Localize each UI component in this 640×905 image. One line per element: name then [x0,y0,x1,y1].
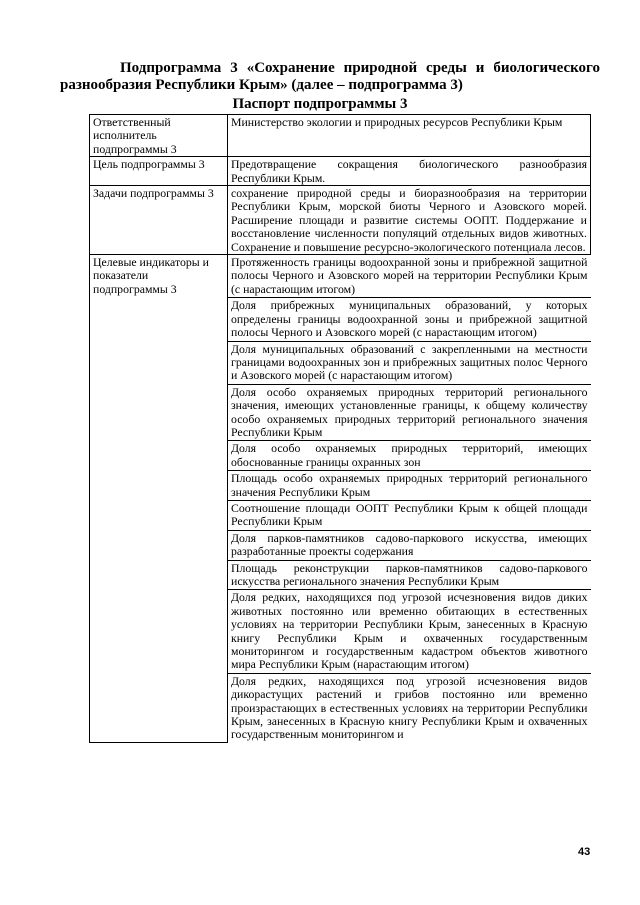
indicators-label: Целевые индикаторы и показатели подпрограммы 3 [90,255,228,743]
indicator-item: Доля муниципальных образований с закрепленными на местности границами водоохранных зон и прибрежных защитных полос Черного и Азовского морей (с нарастающим итогом) [228,341,591,384]
indicator-item: Площадь особо охраняемых природных территорий регионального значения Республики Крым [228,471,591,501]
passport-table [89,114,591,743]
indicator-item: Соотношение площади ООПТ Республики Крым к общей площади Республики Крым [228,500,591,530]
executor-label: Ответственный исполнитель подпрограммы 3 [90,115,228,157]
passport-title: Паспорт подпрограммы 3 [232,96,408,112]
tasks-value: сохранение природной среды и биоразнообразия на территории Республики Крым, морской биоты Черного и Азовского морей. Расширение площади и развитие системы ООПТ. Поддержание и восстановление численности популяций отдельных видов животных. Сохранение и повышение ресурсно-экологического потенциала лесов. [228,186,591,255]
indicator-item: Доля редких, находящихся под угрозой исчезновения видов диких животных постоянно или временно обитающих в естественных условиях на территории Республики Крым, занесенных в Красную книгу Республики Крым и охваченных государственным мониторингом и государственным кадастром объектов животного мира Республики Крым (нарастающим итогом) [228,590,591,673]
indicator-item: Протяженность границы водоохранной зоны и прибрежной защитной полосы Черного и Азовского морей на территории Республики Крым (с нарастающим итогом) [228,255,591,298]
indicator-item: Доля особо охраняемых природных территорий регионального значения, имеющих установленные границы, к общему количеству особо охраняемых природных территорий регионального значения Республики Крым [228,384,591,441]
indicators-list [228,255,591,743]
page-number: 43 [578,846,591,858]
indicator-item: Доля парков-памятников садово-паркового искусства, имеющих разработанные проекты содержания [228,530,591,560]
row-executor [90,115,591,157]
indicators-cell [228,255,591,743]
indicator-item: Доля прибрежных муниципальных образований, у которых определены границы водоохранной зоны и прибрежной защитной полосы Черного и Азовского морей (с нарастающим итогом) [228,298,591,341]
row-indicators [90,255,591,743]
subprogram-heading-line2: разнообразия Республики Крым» (далее – подпрограмма 3) [60,77,463,93]
tasks-label: Задачи подпрограммы 3 [90,186,228,255]
row-goal [90,157,591,186]
indicator-item: Доля редких, находящихся под угрозой исчезновения видов дикорастущих растений и грибов постоянно или временно произрастающих в естественных условиях на территории Республики Крым, занесенных в Красную книгу Республики Крым и охваченных государственным мониторингом и [231,673,588,742]
subprogram-heading [60,60,600,94]
indicator-item: Площадь реконструкции парков-памятников садово-паркового искусства регионального значения Республики Крым [228,560,591,590]
goal-value: Предотвращение сокращения биологического разнообразия Республики Крым. [228,157,591,186]
row-tasks [90,186,591,255]
subprogram-heading-line1: Подпрограмма 3 «Сохранение природной среды и биологического [120,60,600,76]
indicator-item: Доля особо охраняемых природных территорий, имеющих обоснованные границы охранных зон [228,441,591,471]
executor-value: Министерство экологии и природных ресурсов Республики Крым [228,115,591,157]
goal-label: Цель подпрограммы 3 [90,157,228,186]
